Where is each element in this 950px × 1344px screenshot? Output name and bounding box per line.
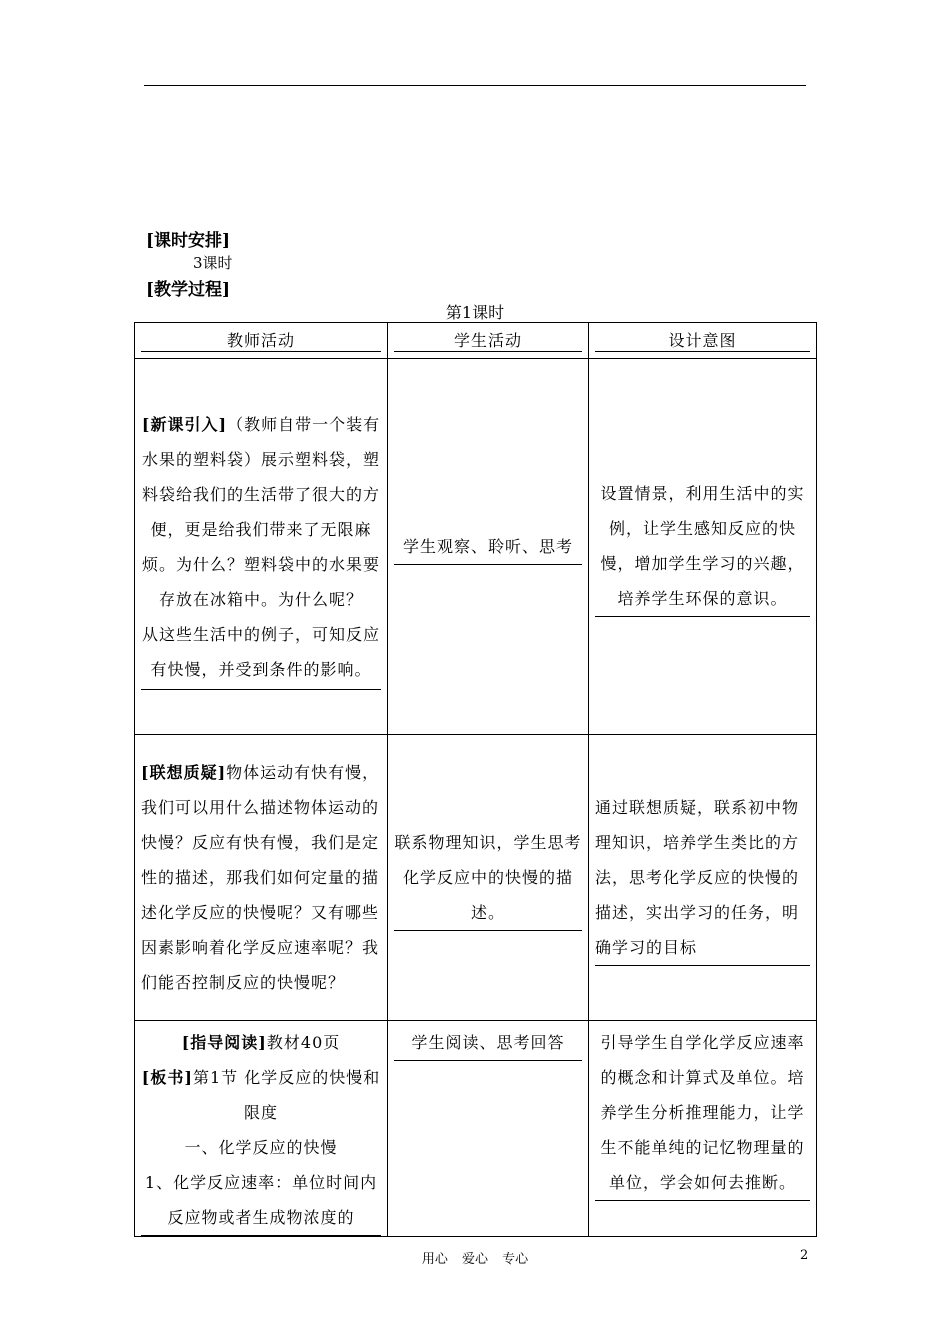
table-row xyxy=(135,1021,817,1237)
footer-motto: 用心 爱心 专心 xyxy=(421,1252,529,1267)
teacher-cell xyxy=(135,1021,388,1237)
segment-tag: [指导阅读] xyxy=(181,1033,267,1052)
teacher-text: （教师自带一个装有水果的塑料袋）展示塑料袋，塑料袋给我们的生活带了很大的方便，更是给我们带来了无限麻烦。为什么？塑料袋中的水果要存放在冰箱中。为什么呢？ xyxy=(141,415,381,609)
section-heading: 一、化学反应的快慢 xyxy=(184,1138,338,1157)
student-cell xyxy=(388,359,589,735)
student-text: 学生阅读、思考回答 xyxy=(394,1021,582,1061)
header-intent: 设计意图 xyxy=(589,323,817,359)
header-student: 学生活动 xyxy=(388,323,589,359)
period-caption: 第1课时 xyxy=(445,303,505,322)
header-teacher: 教师活动 xyxy=(135,323,388,359)
intent-text: 通过联想质疑，联系初中物理知识，培养学生类比的方法，思考化学反应的快慢的描述，实出学习的任务，明确学习的目标 xyxy=(595,790,810,966)
intent-cell xyxy=(589,1021,817,1237)
teacher-text: 物体运动有快有慢，我们可以用什么描述物体运动的快慢？反应有快有慢，我们是定性的描述，那我们如何定量的描述化学反应的快慢呢？又有哪些因素影响着化学反应速率呢？我们能否控制反应的快慢呢？ xyxy=(141,763,380,992)
header-rule xyxy=(144,85,806,86)
segment-tag: [新课引入] xyxy=(141,415,228,434)
schedule-value: 3课时 xyxy=(193,254,233,272)
student-cell xyxy=(388,1021,589,1237)
board-title: 第1节 化学反应的快慢和限度 xyxy=(192,1068,381,1122)
table-row xyxy=(135,359,817,735)
teacher-cell xyxy=(135,359,388,735)
board-tag: [板书] xyxy=(141,1068,193,1087)
intent-text: 设置情景，利用生活中的实例，让学生感知反应的快慢，增加学生学习的兴趣，培养学生环保的意识。 xyxy=(595,476,810,617)
student-text: 联系物理知识，学生思考化学反应中的快慢的描述。 xyxy=(394,825,582,931)
lesson-table xyxy=(134,322,817,1237)
table-header-row xyxy=(135,323,817,359)
teacher-text-conclusion: 从这些生活中的例子，可知反应有快慢，并受到条件的影响。 xyxy=(141,625,380,679)
student-cell xyxy=(388,735,589,1021)
intent-cell xyxy=(589,359,817,735)
schedule-heading: [课时安排] xyxy=(146,231,231,251)
segment-tag: [联想质疑] xyxy=(141,763,227,782)
teacher-cell xyxy=(135,735,388,1021)
page-number: 2 xyxy=(800,1248,809,1263)
teacher-text: 教材40页 xyxy=(266,1033,341,1052)
intent-text: 引导学生自学化学反应速率的概念和计算式及单位。培养学生分析推理能力，让学生不能单纯的记忆物理量的单位，学会如何去推断。 xyxy=(595,1021,810,1201)
table-row xyxy=(135,735,817,1021)
definition-text: 1、化学反应速率：单位时间内反应物或者生成物浓度的 xyxy=(144,1173,378,1227)
student-text: 学生观察、聆听、思考 xyxy=(394,529,582,565)
process-heading: [教学过程] xyxy=(146,280,231,300)
intent-cell xyxy=(589,735,817,1021)
